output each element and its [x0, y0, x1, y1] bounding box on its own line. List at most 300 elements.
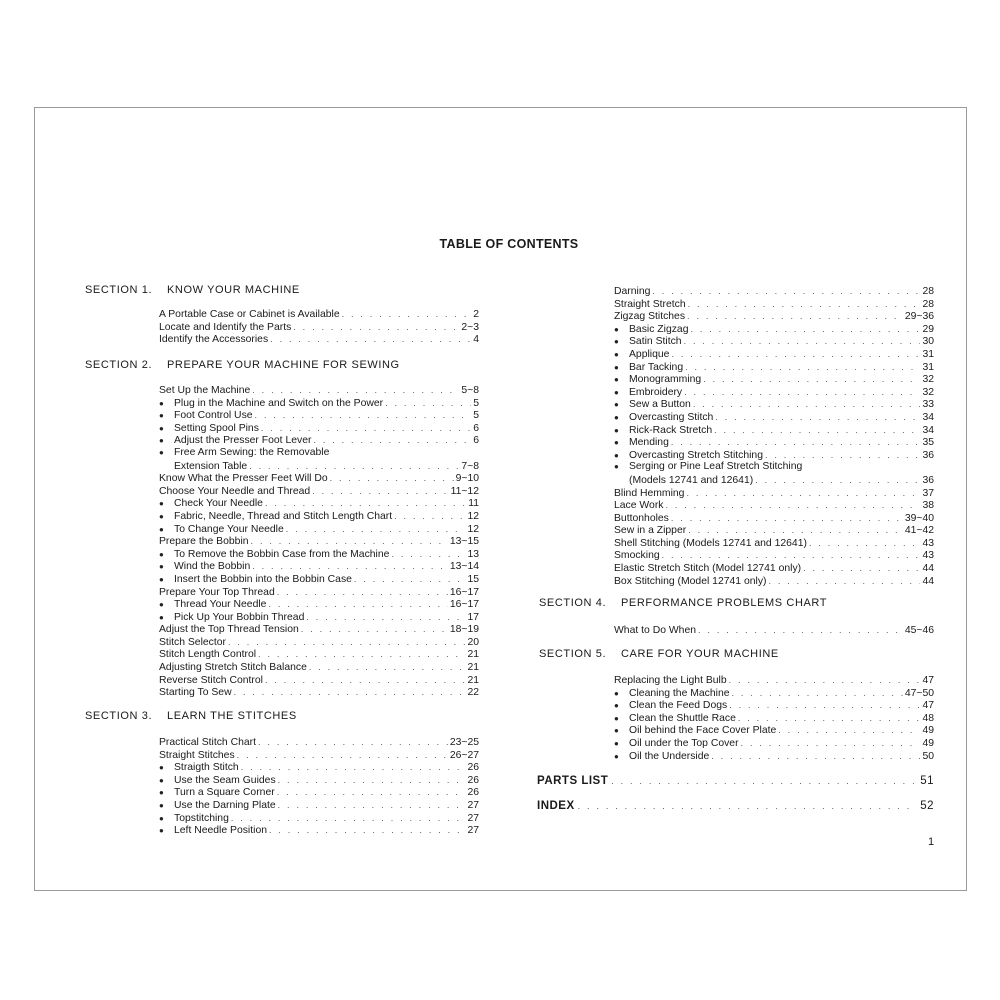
- entry-page: 44: [922, 563, 934, 575]
- toc-entry: [159, 636, 479, 649]
- entry-label: Replacing the Light Bulb: [614, 675, 727, 686]
- toc-entry: [614, 724, 934, 737]
- toc-entry: [159, 485, 479, 498]
- entry-page: 16~17: [449, 586, 479, 598]
- entry-label: Stitch Length Control: [159, 649, 257, 661]
- leader-dots: [768, 575, 920, 588]
- entry-label: Elastic Stretch Stitch (Model 12741 only): [614, 563, 802, 575]
- parts-list-entry: [537, 775, 934, 787]
- toc-entry: [614, 361, 934, 374]
- entry-page: 30: [922, 336, 934, 348]
- toc-entry: [159, 761, 479, 774]
- bullet-icon: ●: [159, 423, 164, 433]
- entry-page: 41~42: [904, 525, 934, 537]
- entry-page: 7~8: [461, 460, 479, 472]
- entry-page: 5: [473, 397, 479, 409]
- toc-entry: [614, 575, 934, 588]
- entry-page: 23~25: [449, 737, 479, 748]
- leader-dots: [270, 333, 471, 346]
- toc-entry: [159, 422, 479, 435]
- bullet-icon: ●: [159, 524, 164, 534]
- leader-dots: [688, 298, 921, 311]
- leader-dots: [354, 573, 466, 586]
- leader-dots: [685, 361, 920, 374]
- leader-dots: [258, 648, 465, 661]
- bullet-icon: ●: [159, 499, 164, 509]
- entry-page: 26: [467, 762, 479, 774]
- entry-page: 35: [922, 437, 934, 449]
- entry-label: Sew in a Zipper: [614, 525, 687, 537]
- entry-label: Use the Darning Plate: [174, 799, 276, 811]
- toc-entry: [159, 523, 479, 536]
- bullet-icon: ●: [159, 511, 164, 521]
- entry-label: Turn a Square Corner: [174, 787, 275, 799]
- toc-entry: [614, 373, 934, 386]
- section-3-entries: [159, 736, 479, 837]
- leader-dots: [342, 308, 472, 321]
- leader-dots: [809, 537, 921, 550]
- toc-entry: [614, 562, 934, 575]
- bullet-icon: ●: [614, 425, 619, 435]
- leader-dots: [803, 562, 920, 575]
- toc-entry: [159, 409, 479, 422]
- toc-entry: [614, 310, 934, 323]
- toc-entry: [614, 398, 934, 411]
- toc-entry: [159, 686, 479, 699]
- entry-page: 18~19: [449, 624, 479, 636]
- entry-label: Extension Table: [174, 460, 248, 472]
- leader-dots: [255, 409, 472, 422]
- entry-label: Know What the Presser Feet Will Do: [159, 473, 328, 485]
- entry-page: 43: [922, 550, 934, 562]
- entry-page: 2: [473, 309, 479, 320]
- entry-page: 31: [922, 348, 934, 360]
- entry-page: 13: [467, 548, 479, 560]
- entry-label: Rick-Rack Stretch: [629, 424, 713, 436]
- leader-dots: [394, 510, 465, 523]
- leader-dots: [684, 335, 921, 348]
- entry-label: To Change Your Needle: [174, 523, 284, 535]
- toc-entry: [159, 824, 479, 837]
- entry-label: Left Needle Position: [174, 825, 267, 837]
- leader-dots: [665, 499, 920, 512]
- toc-entry: [159, 472, 479, 485]
- leader-dots: [611, 776, 917, 786]
- entry-label: Overcasting Stitch: [629, 411, 714, 423]
- page-number: 1: [928, 836, 935, 848]
- entry-page: 27: [467, 799, 479, 811]
- entry-page: 27: [467, 825, 479, 837]
- bullet-icon: ●: [614, 412, 619, 422]
- section-1-entries: [159, 308, 479, 346]
- toc-entry: [159, 774, 479, 787]
- entry-label: Overcasting Stretch Stitching: [629, 449, 763, 461]
- toc-entry: [159, 661, 479, 674]
- entry-page: 29: [922, 323, 934, 335]
- leader-dots: [703, 373, 920, 386]
- bullet-icon: ●: [614, 438, 619, 448]
- entry-page: 26: [467, 787, 479, 799]
- toc-entry: [614, 474, 934, 487]
- entry-page: 21: [467, 674, 479, 686]
- entry-label: Adjust the Top Thread Tension: [159, 624, 299, 636]
- toc-entry: [159, 535, 479, 548]
- leader-dots: [755, 474, 920, 487]
- toc-entry: [159, 321, 479, 334]
- section-number: SECTION 2.: [85, 359, 153, 371]
- section-number: SECTION 4.: [539, 597, 607, 609]
- toc-entry: [614, 674, 934, 687]
- entry-label: Stitch Selector: [159, 636, 226, 648]
- index-entry: [537, 800, 934, 812]
- leader-dots: [729, 699, 920, 712]
- leader-dots: [293, 321, 459, 334]
- toc-entry: [159, 434, 479, 447]
- leader-dots: [252, 384, 459, 397]
- entry-label: Serging or Pine Leaf Stretch Stitching: [629, 461, 803, 473]
- leader-dots: [765, 449, 920, 462]
- entry-page: 6: [473, 435, 479, 447]
- entry-label: Straight Stitches: [159, 749, 235, 761]
- entry-page: 37: [922, 487, 934, 499]
- leader-dots: [277, 586, 448, 599]
- entry-label: Shell Stitching (Models 12741 and 12641): [614, 537, 807, 549]
- bullet-icon: ●: [614, 362, 619, 372]
- leader-dots: [265, 497, 466, 510]
- leader-dots: [684, 386, 920, 399]
- entry-page: 34: [922, 411, 934, 423]
- bullet-icon: ●: [614, 400, 619, 410]
- section-name: KNOW YOUR MACHINE: [167, 284, 300, 296]
- leader-dots: [252, 560, 448, 573]
- section-name: PREPARE YOUR MACHINE FOR SEWING: [167, 359, 400, 371]
- entry-label: Box Stitching (Model 12741 only): [614, 575, 767, 587]
- section-name: PERFORMANCE PROBLEMS CHART: [621, 597, 828, 609]
- parts-list-page: 51: [920, 775, 934, 787]
- toc-entry: [159, 510, 479, 523]
- entry-page: 36: [922, 449, 934, 461]
- entry-page: 47: [922, 700, 934, 712]
- page-title: TABLE OF CONTENTS: [439, 237, 579, 251]
- entry-label: Cleaning the Machine: [629, 687, 730, 699]
- leader-dots: [258, 736, 448, 749]
- bullet-icon: ●: [159, 763, 164, 773]
- section-5-entries: [614, 674, 934, 762]
- leader-dots: [711, 750, 920, 763]
- leader-dots: [330, 472, 454, 485]
- leader-dots: [312, 485, 448, 498]
- section-4-heading: [539, 597, 828, 609]
- entry-page: 26: [467, 774, 479, 786]
- leader-dots: [269, 824, 465, 837]
- leader-dots: [690, 323, 920, 336]
- entry-page: 36: [922, 474, 934, 486]
- entry-label: Mending: [629, 437, 669, 449]
- section-5-heading: [539, 648, 779, 660]
- entry-label: Clean the Feed Dogs: [629, 700, 728, 712]
- entry-page: 47: [922, 675, 934, 686]
- entry-label: Oil behind the Face Cover Plate: [629, 725, 777, 737]
- entry-page: 5~8: [461, 385, 479, 396]
- toc-entry: [614, 549, 934, 562]
- toc-entry: [614, 386, 934, 399]
- bullet-icon: ●: [614, 688, 619, 698]
- leader-dots: [578, 801, 918, 811]
- bullet-icon: ●: [614, 713, 619, 723]
- entry-page: 21: [467, 649, 479, 661]
- leader-dots: [671, 348, 920, 361]
- leader-dots: [662, 549, 921, 562]
- entry-page: 9~10: [455, 473, 479, 485]
- entry-page: 21: [467, 662, 479, 674]
- bullet-icon: ●: [159, 826, 164, 836]
- entry-label: Sew a Button: [629, 399, 691, 411]
- bullet-icon: ●: [614, 701, 619, 711]
- bullet-icon: ●: [159, 398, 164, 408]
- toc-entry: [614, 737, 934, 750]
- toc-entry: [159, 786, 479, 799]
- leader-dots: [228, 636, 465, 649]
- index-label: INDEX: [537, 800, 575, 812]
- bullet-icon: ●: [159, 447, 164, 457]
- entry-label: Starting To Sew: [159, 687, 232, 699]
- entry-label: Oil the Underside: [629, 750, 710, 762]
- toc-entry: [614, 449, 934, 462]
- entry-label: To Remove the Bobbin Case from the Machine: [174, 548, 390, 560]
- entry-page: 26~27: [449, 749, 479, 761]
- entry-page: 49: [922, 725, 934, 737]
- entry-label: Zigzag Stitches: [614, 311, 686, 323]
- entry-label: Pick Up Your Bobbin Thread: [174, 611, 305, 623]
- entry-page: 28: [922, 286, 934, 297]
- section-2-heading: [85, 359, 400, 371]
- entry-page: 5: [473, 410, 479, 422]
- entry-label: Smocking: [614, 550, 660, 562]
- entry-page: 2~3: [461, 321, 479, 333]
- leader-dots: [278, 799, 466, 812]
- leader-dots: [309, 661, 466, 674]
- toc-entry: [614, 537, 934, 550]
- entry-page: 34: [922, 424, 934, 436]
- entry-label: Plug in the Machine and Switch on the Power: [174, 397, 384, 409]
- leader-dots: [241, 761, 466, 774]
- entry-label: Darning: [614, 286, 651, 297]
- bullet-icon: ●: [614, 450, 619, 460]
- section-3-heading: [85, 710, 297, 722]
- bullet-icon: ●: [614, 462, 619, 472]
- leader-dots: [652, 285, 920, 298]
- leader-dots: [738, 712, 921, 725]
- leader-dots: [261, 422, 471, 435]
- toc-entry: [159, 611, 479, 624]
- leader-dots: [306, 611, 465, 624]
- entry-page: 39~40: [904, 512, 934, 524]
- bullet-icon: ●: [159, 600, 164, 610]
- leader-dots: [251, 535, 448, 548]
- bullet-icon: ●: [614, 324, 619, 334]
- entry-label: Prepare the Bobbin: [159, 536, 249, 548]
- leader-dots: [671, 436, 921, 449]
- entry-page: 20: [467, 636, 479, 648]
- toc-entry: [614, 624, 934, 637]
- leader-dots: [237, 749, 448, 762]
- toc-entry: [159, 384, 479, 397]
- section-number: SECTION 3.: [85, 710, 153, 722]
- leader-dots: [714, 424, 920, 437]
- section-4-entries: [614, 624, 934, 637]
- toc-entry: [159, 308, 479, 321]
- toc-entry: [614, 712, 934, 725]
- entry-page: 28: [922, 298, 934, 310]
- section-name: CARE FOR YOUR MACHINE: [621, 648, 779, 660]
- entry-page: 38: [922, 500, 934, 512]
- entry-label: (Models 12741 and 12641): [629, 474, 754, 486]
- entry-page: 29~36: [904, 311, 934, 323]
- bullet-icon: ●: [159, 612, 164, 622]
- entry-label: Fabric, Needle, Thread and Stitch Length Chart: [174, 510, 393, 522]
- index-page: 52: [920, 800, 934, 812]
- entry-label: Locate and Identify the Parts: [159, 321, 292, 333]
- entry-label: Adjusting Stretch Stitch Balance: [159, 662, 307, 674]
- toc-entry: [159, 548, 479, 561]
- toc-entry: [614, 687, 934, 700]
- entry-label: Satin Stitch: [629, 336, 682, 348]
- entry-label: Bar Tacking: [629, 361, 684, 373]
- toc-entry: [614, 436, 934, 449]
- bullet-icon: ●: [159, 788, 164, 798]
- leader-dots: [671, 512, 903, 525]
- section-2-entries: [159, 384, 479, 699]
- bullet-icon: ●: [159, 813, 164, 823]
- entry-label: Embroidery: [629, 386, 683, 398]
- leader-dots: [313, 434, 471, 447]
- entry-page: 4: [473, 334, 479, 346]
- leader-dots: [231, 812, 466, 825]
- section-3-continued-entries: [614, 285, 934, 587]
- entry-label: Free Arm Sewing: the Removable: [174, 446, 330, 458]
- bullet-icon: ●: [159, 436, 164, 446]
- entry-page: 11~12: [450, 485, 479, 497]
- entry-label: Prepare Your Top Thread: [159, 586, 275, 598]
- toc-entry: [614, 461, 934, 474]
- entry-label: Blind Hemming: [614, 487, 685, 499]
- entry-label: Insert the Bobbin into the Bobbin Case: [174, 573, 352, 585]
- toc-entry: [614, 348, 934, 361]
- bullet-icon: ●: [614, 387, 619, 397]
- toc-entry: [614, 323, 934, 336]
- bullet-icon: ●: [614, 375, 619, 385]
- entry-label: Practical Stitch Chart: [159, 737, 257, 748]
- toc-entry: [614, 750, 934, 763]
- bullet-icon: ●: [614, 751, 619, 761]
- bullet-icon: ●: [614, 726, 619, 736]
- entry-page: 13~14: [449, 561, 479, 573]
- entry-label: Buttonholes: [614, 512, 669, 524]
- toc-entry: [159, 648, 479, 661]
- entry-label: Oil under the Top Cover: [629, 737, 739, 749]
- entry-page: 31: [922, 361, 934, 373]
- leader-dots: [687, 310, 903, 323]
- entry-page: 33: [922, 399, 934, 411]
- entry-label: Lace Work: [614, 500, 664, 512]
- toc-entry: [614, 699, 934, 712]
- leader-dots: [729, 674, 921, 687]
- entry-label: Wind the Bobbin: [174, 561, 251, 573]
- leader-dots: [278, 774, 466, 787]
- entry-page: 15: [467, 573, 479, 585]
- bullet-icon: ●: [159, 775, 164, 785]
- entry-label: Choose Your Needle and Thread: [159, 485, 311, 497]
- toc-entry: [614, 298, 934, 311]
- entry-label: What to Do When: [614, 625, 697, 636]
- toc-entry: [614, 424, 934, 437]
- leader-dots: [688, 524, 903, 537]
- leader-dots: [301, 623, 448, 636]
- entry-label: A Portable Case or Cabinet is Available: [159, 309, 340, 320]
- toc-entry: [614, 411, 934, 424]
- section-number: SECTION 5.: [539, 648, 607, 660]
- leader-dots: [277, 786, 466, 799]
- entry-label: Identify the Accessories: [159, 334, 269, 346]
- leader-dots: [286, 523, 466, 536]
- entry-page: 44: [922, 575, 934, 587]
- entry-label: Clean the Shuttle Race: [629, 712, 736, 724]
- toc-entry: [614, 499, 934, 512]
- bullet-icon: ●: [614, 738, 619, 748]
- entry-page: 49: [922, 737, 934, 749]
- toc-entry: [159, 674, 479, 687]
- toc-entry: [614, 335, 934, 348]
- leader-dots: [698, 624, 903, 637]
- toc-entry: [614, 285, 934, 298]
- entry-label: Applique: [629, 348, 670, 360]
- entry-page: 48: [922, 712, 934, 724]
- toc-entry: [159, 623, 479, 636]
- toc-entry: [159, 497, 479, 510]
- leader-dots: [778, 724, 920, 737]
- leader-dots: [385, 397, 471, 410]
- entry-page: 22: [467, 687, 479, 699]
- bullet-icon: ●: [614, 349, 619, 359]
- leader-dots: [715, 411, 920, 424]
- leader-dots: [741, 737, 921, 750]
- toc-entry: [159, 812, 479, 825]
- entry-page: 43: [922, 537, 934, 549]
- toc-entry: [159, 598, 479, 611]
- entry-label: Foot Control Use: [174, 410, 253, 422]
- toc-entry: [159, 460, 479, 473]
- leader-dots: [693, 398, 921, 411]
- bullet-icon: ●: [159, 562, 164, 572]
- entry-page: 16~17: [449, 599, 479, 611]
- leader-dots: [249, 460, 459, 473]
- leader-dots: [234, 686, 466, 699]
- entry-page: 45~46: [904, 625, 934, 636]
- leader-dots: [686, 487, 920, 500]
- toc-entry: [159, 333, 479, 346]
- entry-label: Basic Zigzag: [629, 323, 689, 335]
- toc-entry: [614, 487, 934, 500]
- entry-label: Thread Your Needle: [174, 599, 267, 611]
- bullet-icon: ●: [159, 549, 164, 559]
- entry-page: 12: [467, 510, 479, 522]
- section-number: SECTION 1.: [85, 284, 153, 296]
- entry-label: Set Up the Machine: [159, 385, 251, 396]
- leader-dots: [265, 674, 465, 687]
- entry-label: Monogramming: [629, 374, 702, 386]
- entry-page: 13~15: [449, 536, 479, 548]
- entry-page: 32: [922, 374, 934, 386]
